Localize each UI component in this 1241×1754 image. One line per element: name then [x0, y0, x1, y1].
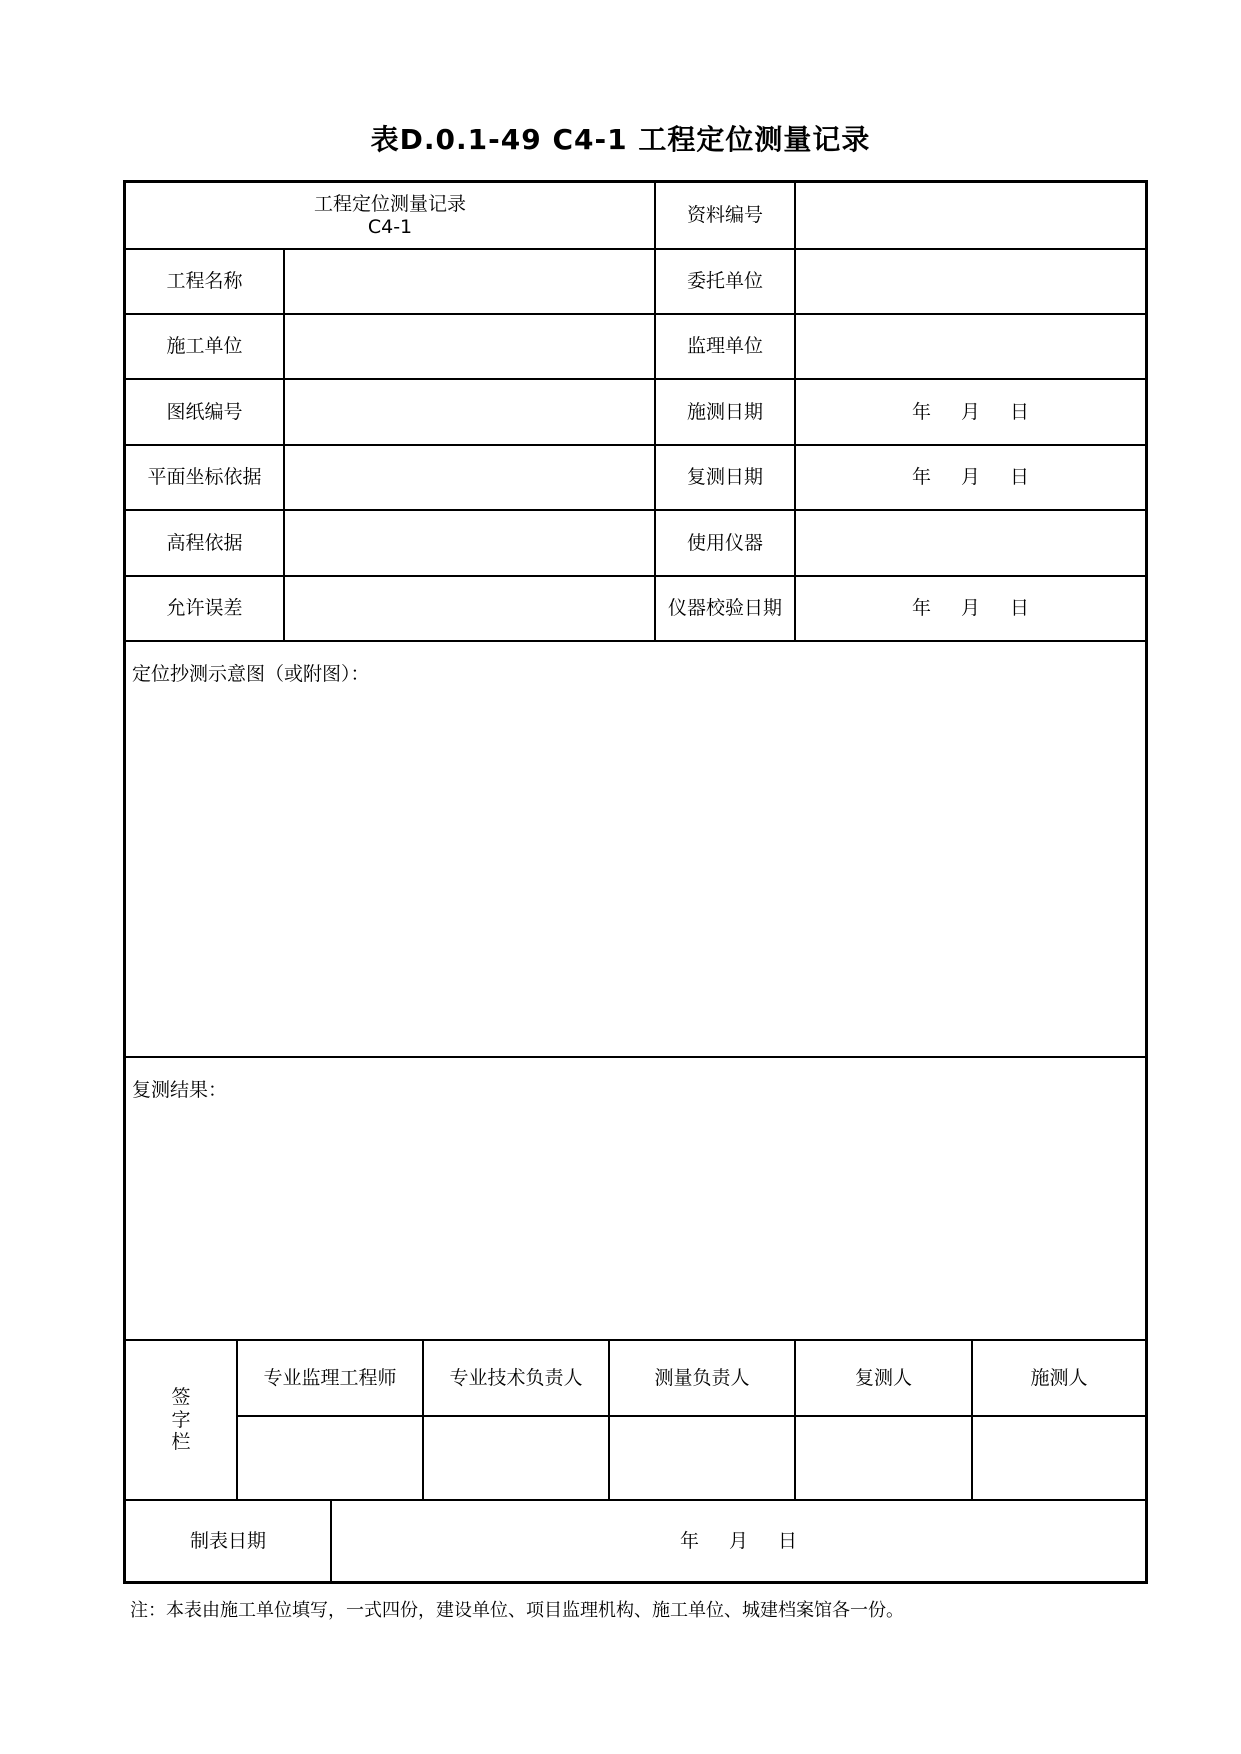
- signature-field[interactable]: [238, 1417, 422, 1499]
- footnote: 注：本表由施工单位填写，一式四份，建设单位、项目监理机构、施工单位、城建档案馆各一份。: [130, 1600, 904, 1621]
- signature-field[interactable]: [973, 1417, 1145, 1499]
- day-unit: 日: [1010, 400, 1030, 423]
- recheck-date-field[interactable]: [796, 446, 1145, 509]
- role-surveyor: 施测人: [1030, 1366, 1088, 1389]
- month-unit: 月: [728, 1529, 748, 1552]
- contractor-label: 施工单位: [166, 335, 243, 358]
- year-unit: 年: [911, 597, 931, 620]
- signature-field[interactable]: [796, 1417, 971, 1499]
- row-divider: [126, 640, 1145, 642]
- drawing-no-label: 图纸编号: [166, 400, 243, 423]
- recheck-result-label: 复测结果：: [132, 1079, 228, 1101]
- recheck-date-label: 复测日期: [686, 466, 763, 489]
- sign-char: 字: [171, 1408, 191, 1431]
- survey-record-form: [123, 180, 1148, 1584]
- elevation-basis-field[interactable]: [285, 511, 654, 575]
- calibration-date-field[interactable]: [796, 577, 1145, 640]
- client-label: 委托单位: [686, 270, 763, 293]
- signature-section-label: [126, 1341, 236, 1499]
- sketch-label: 定位抄测示意图（或附图）：: [132, 663, 370, 685]
- tolerance-field[interactable]: [285, 577, 654, 640]
- year-unit: 年: [911, 466, 931, 489]
- day-unit: 日: [1010, 597, 1030, 620]
- client-field[interactable]: [796, 250, 1145, 313]
- survey-date-field[interactable]: [796, 380, 1145, 444]
- form-date-label: 制表日期: [189, 1529, 266, 1552]
- project-name-label: 工程名称: [166, 270, 243, 293]
- plane-coord-basis-label: 平面坐标依据: [147, 466, 262, 489]
- sign-char: 签: [171, 1385, 191, 1408]
- role-supervising-engineer: 专业监理工程师: [263, 1366, 397, 1389]
- survey-date-label: 施测日期: [686, 400, 763, 423]
- page-title: 表D.0.1-49 C4-1 工程定位测量记录: [370, 123, 871, 156]
- supervisor-field[interactable]: [796, 315, 1145, 378]
- instrument-label: 使用仪器: [686, 531, 763, 554]
- month-unit: 月: [960, 597, 980, 620]
- recheck-result-area[interactable]: [126, 1103, 1145, 1337]
- doc-no-label: 资料编号: [686, 204, 763, 227]
- form-name: 工程定位测量记录: [313, 192, 466, 215]
- drawing-no-field[interactable]: [285, 380, 654, 444]
- month-unit: 月: [960, 466, 980, 489]
- doc-no-field[interactable]: [796, 183, 1145, 248]
- year-unit: 年: [911, 400, 931, 423]
- plane-coord-basis-field[interactable]: [285, 446, 654, 509]
- supervisor-label: 监理单位: [686, 335, 763, 358]
- calibration-date-label: 仪器校验日期: [667, 597, 782, 620]
- elevation-basis-label: 高程依据: [166, 531, 243, 554]
- instrument-field[interactable]: [796, 511, 1145, 575]
- signature-field[interactable]: [610, 1417, 794, 1499]
- sign-char: 栏: [171, 1431, 191, 1454]
- form-date-field[interactable]: [332, 1501, 1145, 1581]
- role-rechecker: 复测人: [854, 1366, 912, 1389]
- signature-field[interactable]: [424, 1417, 608, 1499]
- form-code: C4-1: [367, 215, 413, 238]
- sketch-area[interactable]: [126, 688, 1145, 1054]
- month-unit: 月: [960, 400, 980, 423]
- role-technical-lead: 专业技术负责人: [449, 1366, 583, 1389]
- role-survey-lead: 测量负责人: [654, 1366, 750, 1389]
- project-name-field[interactable]: [285, 250, 654, 313]
- row-divider: [126, 1056, 1145, 1058]
- form-header: [126, 183, 654, 248]
- day-unit: 日: [778, 1529, 798, 1552]
- tolerance-label: 允许误差: [166, 597, 243, 620]
- contractor-field[interactable]: [285, 315, 654, 378]
- year-unit: 年: [679, 1529, 699, 1552]
- day-unit: 日: [1010, 466, 1030, 489]
